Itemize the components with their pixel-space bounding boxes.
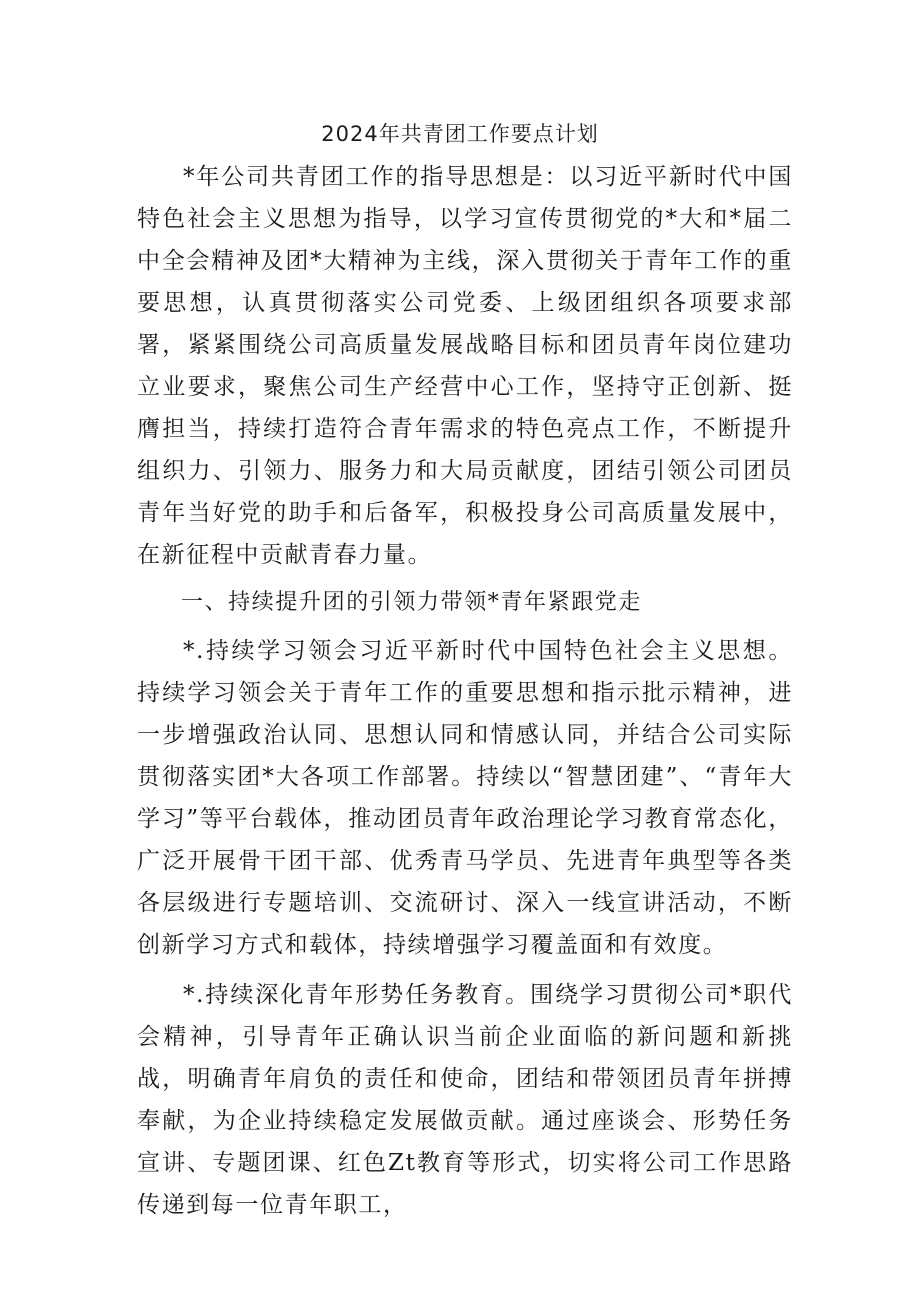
item-paragraph-2: *.持续深化青年形势任务教育。围绕学习贯彻公司*职代会精神，引导青年正确认识当前企业面临的新问题和新挑战，明确青年肩负的责任和使命，团结和带领团员青年拼搏奉献，为企业持续稳定发展做贡献。通过座谈会、形势任务宣讲、专题团课、红色Zt教育等形式，切实将公司工作思路传递到每一位青年职工， [137, 982, 793, 1218]
section-heading: 一、持续提升团的引领力带领*青年紧跟党走 [181, 590, 643, 615]
document-body [137, 156, 793, 1226]
item-paragraph-1: *.持续学习领会习近平新时代中国特色社会主义思想。持续学习领会关于青年工作的重要思想和指示批示精神，进一步增强政治认同、思想认同和情感认同，并结合公司实际贯彻落实团*大各项工作部署。持续以“智慧团建”、“青年大学习”等平台载体，推动团员青年政治理论学习教育常态化，广泛开展骨干团干部、优秀青马学员、先进青年典型等各类各层级进行专题培训、交流研讨、深入一线宣讲活动，不断创新学习方式和载体，持续增强学习覆盖面和有效度。 [137, 638, 793, 958]
document-title: 2024年共青团工作要点计划 [321, 122, 599, 146]
intro-paragraph: *年公司共青团工作的指导思想是：以习近平新时代中国特色社会主义思想为指导，以学习宣传贯彻党的*大和*届二中全会精神及团*大精神为主线，深入贯彻关于青年工作的重要思想，认真贯彻落实公司党委、上级团组织各项要求部署，紧紧围绕公司高质量发展战略目标和团员青年岗位建功立业要求，聚焦公司生产经营中心工作，坚持守正创新、挺膺担当，持续打造符合青年需求的特色亮点工作，不断提升组织力、引领力、服务力和大局贡献度，团结引领公司团员青年当好党的助手和后备军，积极投身公司高质量发展中，在新征程中贡献青春力量。 [137, 164, 793, 568]
